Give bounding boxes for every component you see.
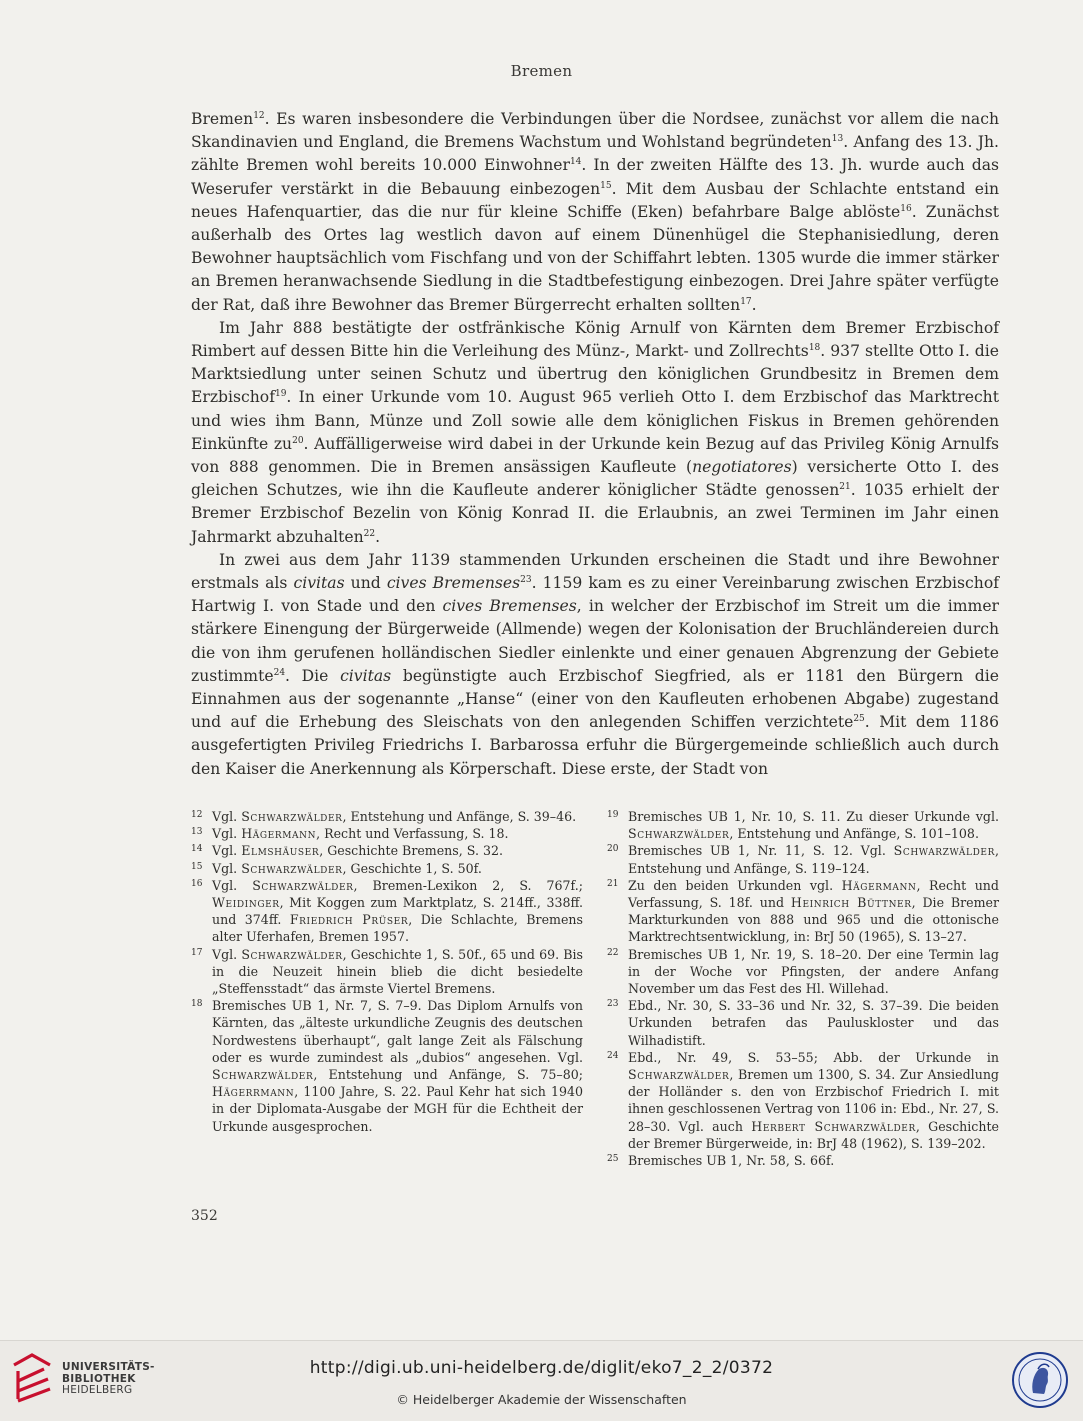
author-name: Schwarzwälder — [893, 843, 995, 859]
author-name: Schwarzwälder — [241, 860, 343, 876]
footnote-reference: 20 — [292, 435, 304, 446]
footnote-number: 18 — [191, 999, 203, 1010]
author-name: Hägerrmann — [212, 1084, 295, 1100]
footnote-number: 24 — [607, 1050, 619, 1061]
footnote-reference: 21 — [839, 482, 851, 493]
footnote-number: 21 — [607, 878, 619, 889]
footnote: 17 Vgl. Schwarzwälder, Geschichte 1, S. 50f., 65 und 69. Bis in die Neuzeit hinein blieb die dicht besiedelte „Steffensstadt“ das ärmste Viertel Bremens. — [191, 946, 583, 997]
footnote-reference: 23 — [520, 575, 532, 586]
main-text — [191, 108, 999, 781]
italic-term: cives Bremenses — [442, 597, 577, 616]
footnote: 18 Bremisches UB 1, Nr. 7, S. 7–9. Das Diplom Arnulfs von Kärnten, das „älteste urkundliche Zeugnis des deutschen Nordwestens überhaupt“, galt lange Zeit als Fälschung oder es wurde zumindest als „dubios“ angesehen. Vgl. Schwarzwälder, Entstehung und Anfänge, S. 75–80; Hägerrmann, 1100 Jahre, S. 22. Paul Kehr hat sich 1940 in der Diplomata-Ausgabe der MGH für die Echtheit der Urkunde ausgesprochen. — [191, 998, 583, 1134]
footnote: 23 Ebd., Nr. 30, S. 33–36 und Nr. 32, S. 37–39. Die beiden Urkunden betrafen das Pauluskloster und das Wilhadistift. — [607, 998, 999, 1048]
footnote-reference: 13 — [831, 134, 844, 145]
footnote-number: 22 — [607, 947, 619, 958]
footnote-reference: 24 — [273, 667, 286, 678]
italic-term: cives Bremenses — [386, 574, 521, 593]
footnote: 15 Vgl. Schwarzwälder, Geschichte 1, S. 50f. — [191, 860, 482, 876]
author-name: Schwarzwälder — [241, 809, 343, 824]
paragraph: Im Jahr 888 bestätigte der ostfränkische König Arnulf von Kärnten dem Bremer Erzbischof Rimbert auf dessen Bitte hin die Verleihung des Münz-, Markt- und Zollrechts$^{18}$. 937 stellte Otto I. die Marktsiedlung unter seinen Schutz und übertrug den königlichen Grundbesitz in Bremen dem Erzbischof$^{19}$. In einer Urkunde vom 10. August 965 verlieh Otto I. dem Erzbischof das Marktrecht und wies ihm Bann, Münze und Zoll sowie alle dem königlichen Fiskus in Bremen gehörenden Einkünfte $zu^{20}$. Auffälligerweise wird dabei in der Urkunde kein Bezug auf das Privileg König Arnulfs von 888 genommen. Die in Bremen ansässigen Kaufleute (negotiatores) versicherte Otto I. des gleichen Schutzes, wie ihn die Kaufleute anderer königlicher Städte genossen$^{21}$. 1035 erhielt der Bremer Erzbischof Bezelin von König Konrad II. die Erlaubnis, an zwei Terminen im Jahr einen Jahrmarkt abzuhalten$^{22}$. — [191, 318, 999, 546]
author-name: Elmshäuser — [241, 843, 320, 859]
footnote-reference: 22 — [363, 528, 376, 539]
footnote-reference: 14 — [569, 157, 582, 168]
footnote-number: 25 — [607, 1154, 619, 1165]
footnote: 12 Vgl. Schwarzwälder, Entstehung und Anfänge, S. 39–46. — [191, 809, 577, 824]
footnote-number: 23 — [607, 999, 619, 1010]
footnotes-right-column — [607, 808, 999, 1169]
footnote-reference: 18 — [808, 343, 821, 354]
footnote-number: 20 — [607, 844, 619, 855]
author-name: Schwarzwälder — [628, 1067, 730, 1083]
footnote-number: 14 — [191, 844, 203, 855]
footnote-number: 16 — [191, 878, 203, 889]
footnote: 20 Bremisches UB 1, Nr. 11, S. 12. Vgl. Schwarzwälder, Entstehung und Anfänge, S. 119–124. — [607, 843, 999, 876]
running-title: Bremen — [510, 62, 573, 80]
footnote-reference: 15 — [600, 180, 612, 191]
library-name-line: BIBLIOTHEK — [62, 1372, 136, 1385]
author-name: Hägermann — [241, 826, 317, 842]
footnotes-left-column — [191, 808, 583, 1135]
footnote-number: 19 — [607, 810, 619, 820]
footnote-reference: 12 — [253, 111, 265, 121]
footer-bar — [0, 1340, 1083, 1421]
library-name-line: UNIVERSITÄTS- — [62, 1361, 155, 1373]
paragraph: In zwei aus dem Jahr 1139 stammenden Urkunden erscheinen die Stadt und ihre Bewohner erstmals als civitas und cives Bremenses$^{23}$. 1159 kam es zu einer Vereinbarung zwischen Erzbischof Hartwig I. von Stade und den cives Bremenses, in welcher der Erzbischof im Streit um die immer stärkere Einengung der Bürgerweide (Allmende) wegen der Kolonisation der Bruchländereien durch die von ihm gerufenen holländischen Siedler einlenkte und einer genauen Abgrenzung der Gebiete zustimmte$^{24}$. Die civitas begünstigte auch Erzbischof Siegfried, als er 1181 den Bürgern die Einnahmen aus der sogenannte „Hanse“ (einer von den Kaufleuten erhobenen Abgabe) zugestand und auf die Erhebung des Sleischats von den anlegenden Schiffen verzichtete$^{25}$. Mit dem 1186 ausgefertigten Privileg Friedrichs I. Barbarossa erfuhr die Bürgergemeinde schließlich auch durch den Kaiser die Anerkennung als Körperschaft. Diese erste, der Stadt von — [191, 550, 1000, 778]
footnote: 25 Bremisches UB 1, Nr. 58, S. 66f. — [607, 1153, 835, 1169]
footnote: 21 Zu den beiden Urkunden vgl. Hägermann, Recht und Verfassung, S. 18f. und Heinrich Büttner, Die Bremer Markturkunden von 888 und 965 und die ottonische Marktrechtsentwicklung, in: BrJ 50 (1965), S. 13–27. — [607, 877, 1000, 945]
footnote: 22 Bremisches UB 1, Nr. 19, S. 18–20. Der eine Termin lag in der Woche vor Pfingsten, der andere Anfang November um das Fest des Hl. Willehad. — [607, 946, 999, 997]
footnote-number: 17 — [191, 947, 203, 958]
page-number: 352 — [191, 1208, 218, 1224]
author-name: Herbert Schwarzwälder — [751, 1118, 916, 1134]
footnote: 19 Bremisches UB 1, Nr. 10, S. 11. Zu dieser Urkunde vgl. Schwarzwälder, Entstehung und Anfänge, S. 101–108. — [607, 809, 999, 842]
footnote-reference: 17 — [740, 296, 752, 307]
footnote: 13 Vgl. Hägermann, Recht und Verfassung, S. 18. — [191, 826, 509, 842]
footnote-reference: 25 — [853, 714, 865, 725]
footnote: 16 Vgl. Schwarzwälder, Bremen-Lexikon 2, S. 767f.; Weidinger, Mit Koggen zum Marktplatz, S. 214ff., 338ff. und 374ff. Friedrich Prüser, Die Schlachte, Bremens alter Uferhafen, Bremen 1957. — [191, 877, 584, 945]
author-name: Schwarzwälder — [241, 946, 343, 962]
footnote-number: 15 — [191, 861, 203, 872]
footnote-reference: 19 — [274, 389, 287, 400]
academy-seal-icon — [1011, 1351, 1069, 1413]
footnote-reference: 16 — [900, 203, 912, 214]
italic-term: civitas — [293, 574, 345, 593]
author-name: Weidinger — [212, 895, 280, 911]
author-name: Hägermann — [841, 877, 917, 893]
paragraph: Bremen$^{12}$. Es waren insbesondere die Verbindungen über die Nordsee, zunächst vor allem die nach Skandinavien und England, die Bremens Wachstum und Wohlstand begründeten$^{13}$. Anfang des 13. Jh. zählte Bremen wohl bereits 10.000 Einwohner$^{14}$. In der zweiten Hälfte des 13. Jh. wurde auch das Weserufer verstärkt in die Bebauung einbezogen$^{15}$. Mit dem Ausbau der Schlachte entstand ein neues Hafenquartier, das die nur für kleine Schiffe (Eken) befahrbare Balge ablöste$^{16}$. Zunächst außerhalb des Ortes lag westlich davon auf einem Dünenhügel die Stephanisiedlung, deren Bewohner hauptsächlich vom Fischfang und von der Schiffahrt lebten. 1305 wurde die immer stärker an Bremen heranwachsende Siedlung in die Stadtbefestigung einbezogen. Drei Jahre später verfügte der Rat, daß ihre Bewohner das Bremer Bürgerrecht erhalten sollten$^{17}$. — [191, 110, 1000, 314]
italic-term: civitas — [340, 666, 392, 685]
italic-term: negotiatores — [692, 458, 792, 477]
author-name: Friedrich Prüser — [289, 912, 409, 928]
footnote: 24 Ebd., Nr. 49, S. 53–55; Abb. der Urkunde in Schwarzwälder, Bremen um 1300, S. 34. Zur Ansiedlung der Holländer s. den von Erzbischof Friedrich I. mit ihnen geschlossenen Vertrag von 1106 in: Ebd., Nr. 27, S. 28–30. Vgl. auch Herbert Schwarzwälder, Geschichte der Bremer Bürgerweide, in: BrJ 48 (1962), S. 139–202. — [607, 1049, 999, 1151]
author-name: Schwarzwälder — [252, 877, 354, 893]
footnote: 14 Vgl. Elmshäuser, Geschichte Bremens, S. 32. — [191, 843, 503, 859]
author-name: Schwarzwälder — [212, 1067, 314, 1083]
author-name: Schwarzwälder — [628, 826, 730, 842]
copyright-notice: © Heidelberger Akademie der Wissenschaften — [396, 1392, 687, 1407]
author-name: Heinrich Büttner — [790, 895, 912, 911]
library-name-line: HEIDELBERG — [62, 1384, 133, 1396]
digital-copy-url[interactable]: http://digi.ub.uni-heidelberg.de/diglit/eko7_2_2/0372 — [309, 1358, 774, 1378]
footnote-number: 12 — [191, 810, 203, 820]
footnote-number: 13 — [191, 827, 203, 838]
